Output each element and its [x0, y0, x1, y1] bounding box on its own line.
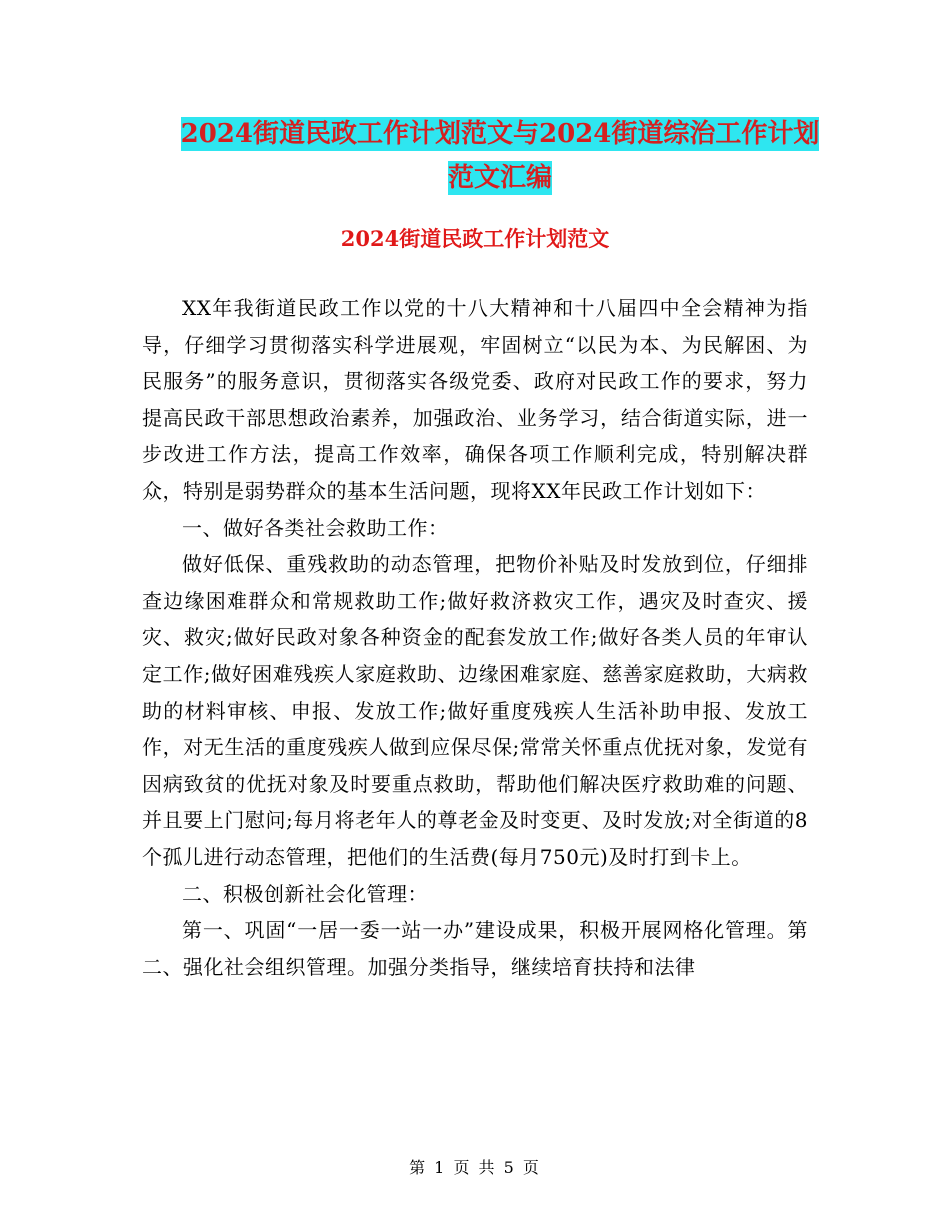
document-body	[142, 290, 808, 985]
document-title-line-1: 2024街道民政工作计划范文与2024街道综治工作计划	[180, 119, 820, 149]
section-title: 2024街道民政工作计划范文	[340, 226, 610, 251]
paragraph-intro: XX年我街道民政工作以党的十八大精神和十八届四中全会精神为指导，仔细学习贯彻落实科学进展观，牢固树立“以民为本、为民解困、为民服务”的服务意识，贯彻落实各级党委、政府对民政工作的要求，努力提高民政干部思想政治素养，加强政治、业务学习，结合街道实际，进一步改进工作方法，提高工作效率，确保各项工作顺利完成，特别解决群众，特别是弱势群众的基本生活问题，现将XX年民政工作计划如下：	[142, 296, 808, 503]
heading-item-1: 一、做好各类社会救助工作：	[182, 515, 449, 540]
paragraph-item-1: 做好低保、重残救助的动态管理，把物价补贴及时发放到位，仔细排查边缘困难群众和常规救助工作;做好救济救灾工作，遇灾及时查灾、援灾、救灾;做好民政对象各种资金的配套发放工作;做好各类人员的年审认定工作;做好困难残疾人家庭救助、边缘困难家庭、慈善家庭救助，大病救助的材料审核、申报、发放工作;做好重度残疾人生活补助申报、发放工作，对无生活的重度残疾人做到应保尽保;常常关怀重点优抚对象，发觉有因病致贫的优抚对象及时要重点救助，帮助他们解决医疗救助难的问题、并且要上门慰问;每月将老年人的尊老金及时变更、及时发放;对全街道的8个孤儿进行动态管理，把他们的生活费(每月750元)及时打到卡上。	[142, 552, 808, 869]
document-title	[140, 112, 860, 200]
paragraph-item-2: 第一、巩固“一居一委一站一办”建设成果，积极开展网格化管理。第二、强化社会组织管理。加强分类指导，继续培育扶持和法律	[142, 918, 808, 979]
page-footer: 第 1 页 共 5 页	[409, 1158, 541, 1177]
heading-item-2: 二、积极创新社会化管理：	[182, 881, 428, 906]
document-title-line-2: 范文汇编	[447, 163, 552, 193]
